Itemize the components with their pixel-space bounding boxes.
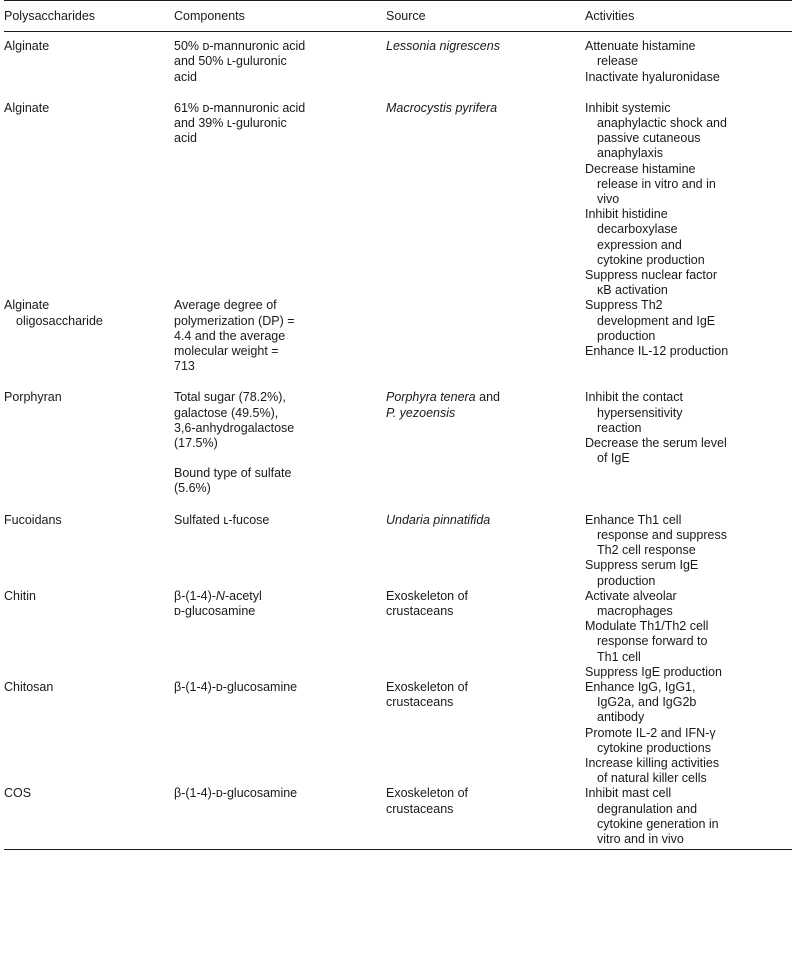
activity-line: Enhance Th1 cell bbox=[585, 512, 682, 527]
source-line: crustaceans bbox=[386, 801, 454, 816]
polysaccharide-line: oligosaccharide bbox=[16, 313, 103, 328]
source-line: Exoskeleton of bbox=[386, 679, 468, 694]
component-line: β-(1-4)-ᴅ-glucosamine bbox=[174, 786, 298, 801]
source-line: Undaria pinnatifida bbox=[386, 512, 491, 527]
activity-line: Activate alveolar bbox=[585, 588, 677, 603]
cell-components bbox=[174, 390, 386, 496]
cell-activities bbox=[585, 589, 792, 680]
polysaccharide-line: Alginate bbox=[4, 39, 50, 54]
component-line bbox=[174, 451, 376, 466]
activity-item bbox=[585, 786, 786, 847]
activity-line: vitro and in vivo bbox=[597, 831, 684, 846]
activity-line: Suppress Th2 bbox=[585, 298, 663, 313]
component-line: 713 bbox=[174, 359, 195, 374]
table-row bbox=[4, 298, 792, 374]
activity-item bbox=[585, 726, 786, 756]
cell-polysaccharide bbox=[4, 298, 174, 374]
activity-line: Inhibit the contact bbox=[585, 390, 683, 405]
cell-activities bbox=[585, 101, 792, 299]
activity-item bbox=[585, 298, 786, 344]
component-line: 61% ᴅ-mannuronic acid bbox=[174, 100, 306, 115]
activity-line: degranulation and bbox=[597, 801, 698, 816]
activity-line: anaphylaxis bbox=[597, 146, 664, 161]
activity-line: release in vitro and in bbox=[597, 176, 716, 191]
activity-item bbox=[585, 162, 786, 208]
activity-line: cytokine production bbox=[597, 252, 705, 267]
activity-line: cytokine productions bbox=[597, 740, 711, 755]
table-row bbox=[4, 513, 792, 589]
activity-line: development and IgE bbox=[597, 313, 716, 328]
activity-line: κB activation bbox=[597, 283, 668, 298]
activity-line: Decrease the serum level bbox=[585, 436, 727, 451]
component-line: molecular weight = bbox=[174, 344, 279, 359]
activity-line: Increase killing activities bbox=[585, 755, 720, 770]
polysaccharide-line: Alginate bbox=[4, 100, 50, 115]
activity-item bbox=[585, 756, 786, 786]
component-line: ᴅ-glucosamine bbox=[174, 603, 256, 618]
cell-activities bbox=[585, 298, 792, 374]
source-line: P. yezoensis bbox=[386, 405, 456, 420]
activity-line: Enhance IL-12 production bbox=[585, 344, 729, 359]
activity-line: Suppress IgE production bbox=[585, 664, 722, 679]
polysaccharide-line: COS bbox=[4, 786, 32, 801]
cell-polysaccharide bbox=[4, 786, 174, 847]
activity-line: production bbox=[597, 328, 656, 343]
activity-line: Th1 cell bbox=[597, 649, 641, 664]
source-line: crustaceans bbox=[386, 603, 454, 618]
table-row bbox=[4, 589, 792, 680]
cell-source bbox=[386, 589, 585, 680]
activity-item bbox=[585, 619, 786, 665]
cell-source bbox=[386, 298, 585, 374]
cell-components bbox=[174, 680, 386, 786]
component-line: Bound type of sulfate bbox=[174, 466, 292, 481]
cell-source bbox=[386, 390, 585, 496]
activity-line: macrophages bbox=[597, 603, 673, 618]
activity-item bbox=[585, 513, 786, 559]
activity-line: Inhibit systemic bbox=[585, 100, 671, 115]
component-line: Average degree of bbox=[174, 298, 277, 313]
activity-item bbox=[585, 665, 786, 680]
cell-activities bbox=[585, 39, 792, 85]
table-row bbox=[4, 680, 792, 786]
activity-line: cytokine generation in bbox=[597, 816, 719, 831]
activity-line: response and suppress bbox=[597, 527, 727, 542]
cell-source bbox=[386, 39, 585, 85]
component-line: β-(1-4)-N-acetyl bbox=[174, 588, 262, 603]
cell-polysaccharide bbox=[4, 390, 174, 496]
polysaccharide-table bbox=[4, 0, 792, 850]
source-line: crustaceans bbox=[386, 695, 454, 710]
polysaccharide-line: Fucoidans bbox=[4, 512, 62, 527]
source-line: Exoskeleton of bbox=[386, 588, 468, 603]
polysaccharide-line: Alginate bbox=[4, 298, 50, 313]
activity-item bbox=[585, 39, 786, 69]
component-line: acid bbox=[174, 131, 197, 146]
cell-source bbox=[386, 786, 585, 847]
activity-line: Suppress nuclear factor bbox=[585, 268, 718, 283]
activity-line: Inactivate hyaluronidase bbox=[585, 69, 720, 84]
header-source: Source bbox=[386, 9, 426, 23]
activity-line: Inhibit mast cell bbox=[585, 786, 672, 801]
activity-item bbox=[585, 589, 786, 619]
cell-source bbox=[386, 101, 585, 299]
header-polysaccharides: Polysaccharides bbox=[4, 9, 96, 23]
activity-line: reaction bbox=[597, 420, 642, 435]
cell-source bbox=[386, 680, 585, 786]
component-line: 3,6-anhydrogalactose bbox=[174, 420, 295, 435]
component-line: Total sugar (78.2%), bbox=[174, 390, 286, 405]
activity-line: release bbox=[597, 54, 638, 69]
activity-item bbox=[585, 101, 786, 162]
activity-item bbox=[585, 680, 786, 726]
cell-components bbox=[174, 786, 386, 847]
polysaccharide-line: Chitin bbox=[4, 588, 36, 603]
activity-line: Th2 cell response bbox=[597, 543, 696, 558]
header-components: Components bbox=[174, 9, 245, 23]
cell-components bbox=[174, 101, 386, 299]
component-line: and 50% ʟ-guluronic bbox=[174, 54, 287, 69]
table-row bbox=[4, 390, 792, 496]
cell-activities bbox=[585, 680, 792, 786]
component-line: 4.4 and the average bbox=[174, 328, 286, 343]
cell-source bbox=[386, 513, 585, 589]
activity-line: expression and bbox=[597, 237, 682, 252]
activity-line: anaphylactic shock and bbox=[597, 116, 727, 131]
source-line: Lessonia nigrescens bbox=[386, 39, 500, 54]
source-line: Exoskeleton of bbox=[386, 786, 468, 801]
component-line: galactose (49.5%), bbox=[174, 405, 279, 420]
activity-line: Attenuate histamine bbox=[585, 39, 696, 54]
cell-components bbox=[174, 589, 386, 680]
activity-item bbox=[585, 436, 786, 466]
cell-polysaccharide bbox=[4, 680, 174, 786]
table-row bbox=[4, 786, 792, 847]
component-line: 50% ᴅ-mannuronic acid bbox=[174, 39, 306, 54]
activity-line: Inhibit histidine bbox=[585, 207, 668, 222]
activity-item bbox=[585, 268, 786, 298]
cell-polysaccharide bbox=[4, 39, 174, 85]
cell-activities bbox=[585, 786, 792, 847]
cell-polysaccharide bbox=[4, 589, 174, 680]
activity-line: antibody bbox=[597, 710, 645, 725]
header-activities: Activities bbox=[585, 9, 635, 23]
polysaccharide-line: Porphyran bbox=[4, 390, 62, 405]
activity-line: Suppress serum IgE bbox=[585, 558, 699, 573]
activity-item bbox=[585, 207, 786, 268]
table-row bbox=[4, 101, 792, 299]
cell-polysaccharide bbox=[4, 101, 174, 299]
component-line: (5.6%) bbox=[174, 481, 211, 496]
cell-components bbox=[174, 39, 386, 85]
table-body bbox=[4, 32, 792, 847]
activity-line: Promote IL-2 and IFN-γ bbox=[585, 725, 716, 740]
activity-line: passive cutaneous bbox=[597, 131, 701, 146]
polysaccharide-line: Chitosan bbox=[4, 679, 54, 694]
activity-item bbox=[585, 390, 786, 436]
activity-line: vivo bbox=[597, 192, 620, 207]
activity-line: Enhance IgG, IgG1, bbox=[585, 679, 696, 694]
component-line: β-(1-4)-ᴅ-glucosamine bbox=[174, 679, 298, 694]
source-line: Macrocystis pyrifera bbox=[386, 100, 498, 115]
source-line: Porphyra tenera and bbox=[386, 390, 500, 405]
activity-line: of IgE bbox=[597, 451, 630, 466]
activity-line: production bbox=[597, 573, 656, 588]
activity-item bbox=[585, 70, 786, 85]
activity-line: Decrease histamine bbox=[585, 161, 696, 176]
component-line: (17.5%) bbox=[174, 436, 218, 451]
bottom-rule bbox=[4, 849, 792, 850]
activity-item bbox=[585, 558, 786, 588]
activity-line: Modulate Th1/Th2 cell bbox=[585, 619, 709, 634]
activity-item bbox=[585, 344, 786, 359]
component-line: Sulfated ʟ-fucose bbox=[174, 512, 270, 527]
table-row bbox=[4, 39, 792, 85]
cell-components bbox=[174, 513, 386, 589]
component-line: acid bbox=[174, 69, 197, 84]
cell-components bbox=[174, 298, 386, 374]
component-line: polymerization (DP) = bbox=[174, 313, 295, 328]
table-header bbox=[4, 1, 792, 31]
cell-activities bbox=[585, 513, 792, 589]
activity-line: IgG2a, and IgG2b bbox=[597, 695, 697, 710]
activity-line: decarboxylase bbox=[597, 222, 678, 237]
activity-line: of natural killer cells bbox=[597, 771, 707, 786]
cell-activities bbox=[585, 390, 792, 496]
cell-polysaccharide bbox=[4, 513, 174, 589]
component-line: and 39% ʟ-guluronic bbox=[174, 116, 287, 131]
activity-line: hypersensitivity bbox=[597, 405, 683, 420]
activity-line: response forward to bbox=[597, 634, 708, 649]
